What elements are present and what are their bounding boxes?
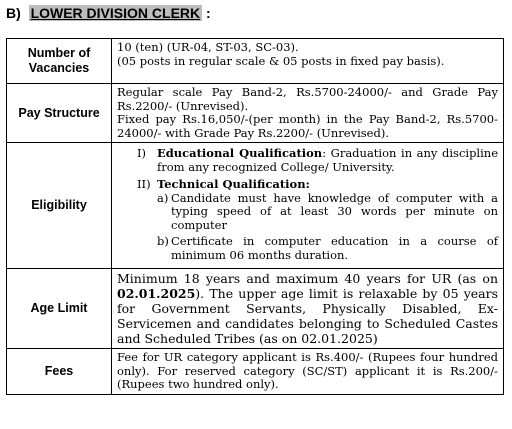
eligibility-sub-b: b) Certificate in computer education in a course of minimum 06 months duration. xyxy=(157,234,498,262)
row-vacancies xyxy=(7,39,504,84)
value-eligibility xyxy=(112,143,504,269)
eligibility-item-1: I) Educational Qualification: Graduation in any discipline from any recognized College/ University. xyxy=(137,146,498,174)
value-age: Minimum 18 years and maximum 40 years for UR (as on 02.01.2025). The upper age limit is relaxable by 05 years for Government Servants, Physically Disabled, Ex-Servicemen and candidates belonging to Scheduled Castes and Scheduled Tribes (as on 02.01.2025) xyxy=(112,269,504,349)
label-fees: Fees xyxy=(7,349,112,395)
row-fees xyxy=(7,349,504,395)
row-age xyxy=(7,269,504,349)
label-eligibility: Eligibility xyxy=(7,143,112,269)
section-heading xyxy=(6,5,211,21)
section-title: LOWER DIVISION CLERK xyxy=(30,5,201,21)
value-fees: Fee for UR category applicant is Rs.400/- (Rupees four hundred only). For reserved category (SC/ST) applicant it is Rs.200/- (Rupees two hundred only). xyxy=(112,349,504,395)
section-prefix: B) xyxy=(6,5,21,21)
value-pay: Regular scale Pay Band-2, Rs.5700-24000/- and Grade Pay Rs.2200/- (Unrevised). Fixed pay Rs.16,050/-(per month) in the Pay Band-2, Rs.5700-24000/- with Grade Pay Rs.2200/- (Unrevised). xyxy=(112,84,504,143)
label-vacancies: Number of Vacancies xyxy=(7,39,112,84)
section-suffix: : xyxy=(206,5,211,21)
row-pay xyxy=(7,84,504,143)
eligibility-sub-a: a) Candidate must have knowledge of computer with a typing speed of at least 30 words per minute on computer xyxy=(157,190,498,232)
eligibility-item-2: II) Technical Qualification: a) Candidate must have knowledge of computer with a typing speed of at least 30 words per minute on computer b) Certificate in computer education in a course of minimum 06 months duration. xyxy=(137,177,498,262)
row-eligibility xyxy=(7,143,504,269)
details-table xyxy=(6,38,504,395)
value-vacancies: 10 (ten) (UR-04, ST-03, SC-03). (05 posts in regular scale & 05 posts in fixed pay basis). xyxy=(112,39,504,84)
label-age: Age Limit xyxy=(7,269,112,349)
label-pay: Pay Structure xyxy=(7,84,112,143)
